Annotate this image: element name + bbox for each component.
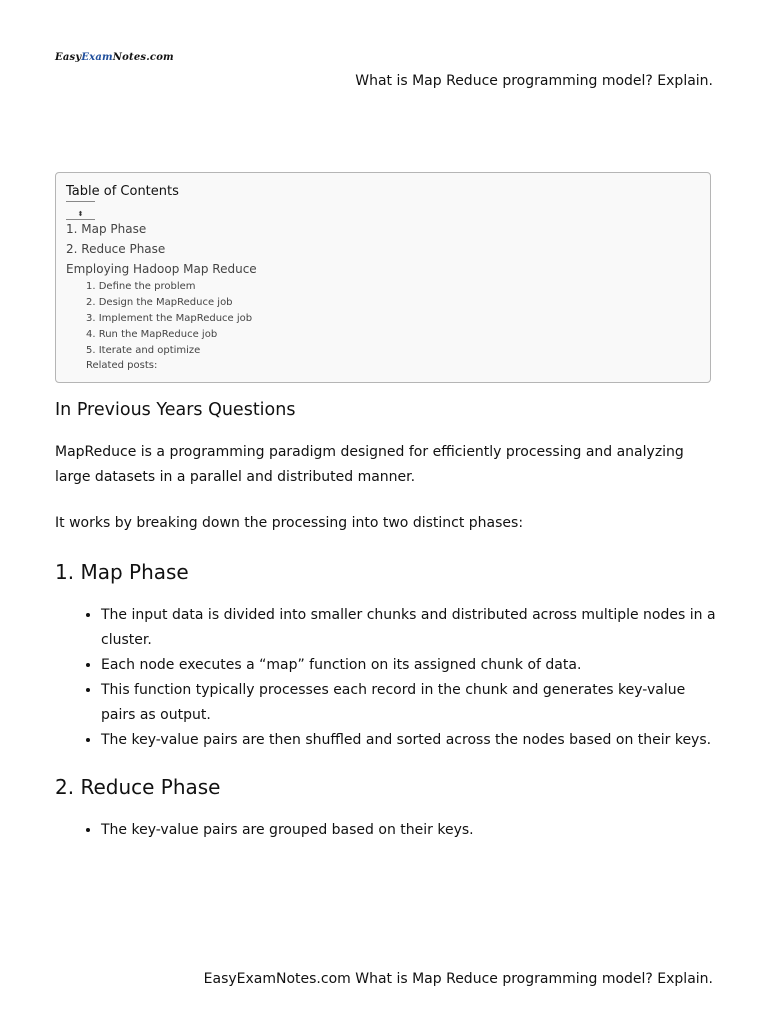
list-item: • Each node executes a “map” function on its assigned chunk of data.: [101, 653, 720, 678]
toc-item-employing-hadoop[interactable]: Employing Hadoop Map Reduce: [66, 262, 257, 276]
toc-subitem-implement-job[interactable]: 3. Implement the MapReduce job: [86, 313, 253, 324]
toc-subitem-run-job[interactable]: 4. Run the MapReduce job: [86, 329, 218, 340]
logo-part-notes: Notes.com: [112, 52, 174, 63]
page-header-title: What is Map Reduce programming model? Explain.: [355, 73, 713, 89]
reduce-phase-list: [55, 818, 720, 843]
logo-part-easy: Easy: [55, 52, 82, 63]
toc-subitem-define-problem[interactable]: 1. Define the problem: [86, 281, 196, 292]
map-phase-list: [55, 603, 720, 753]
toc-title: Table of Contents: [66, 184, 179, 199]
toc-item-map-phase[interactable]: 1. Map Phase: [66, 222, 147, 236]
section-heading-previous-years: In Previous Years Questions: [55, 400, 296, 420]
list-item: • The input data is divided into smaller chunks and distributed across multiple nodes in a cluster.: [101, 603, 720, 653]
phases-intro-paragraph: It works by breaking down the processing into two distinct phases:: [55, 515, 524, 531]
intro-paragraph: MapReduce is a programming paradigm designed for efficiently processing and analyzing large datasets in a parallel and distributed manner.: [55, 444, 684, 485]
page-footer: EasyExamNotes.com What is Map Reduce programming model? Explain.: [203, 971, 713, 987]
map-phase-heading: 1. Map Phase: [55, 560, 189, 584]
reduce-phase-heading: 2. Reduce Phase: [55, 775, 221, 799]
toc-subitem-related-posts[interactable]: Related posts:: [86, 360, 158, 371]
toc-subitem-design-job[interactable]: 2. Design the MapReduce job: [86, 297, 233, 308]
toc-toggle-icon[interactable]: ⬍: [66, 209, 95, 220]
toc-title-divider: [66, 201, 95, 202]
toc-subitem-iterate-optimize[interactable]: 5. Iterate and optimize: [86, 345, 201, 356]
list-item: • The key-value pairs are grouped based on their keys.: [101, 818, 720, 843]
list-item: • The key-value pairs are then shuffled and sorted across the nodes based on their keys.: [101, 728, 720, 753]
toc-item-reduce-phase[interactable]: 2. Reduce Phase: [66, 242, 166, 256]
list-item: • This function typically processes each record in the chunk and generates key-value pairs as output.: [101, 678, 720, 728]
table-of-contents: [55, 172, 711, 383]
site-logo[interactable]: [55, 52, 174, 63]
logo-part-exam: Exam: [81, 52, 113, 63]
